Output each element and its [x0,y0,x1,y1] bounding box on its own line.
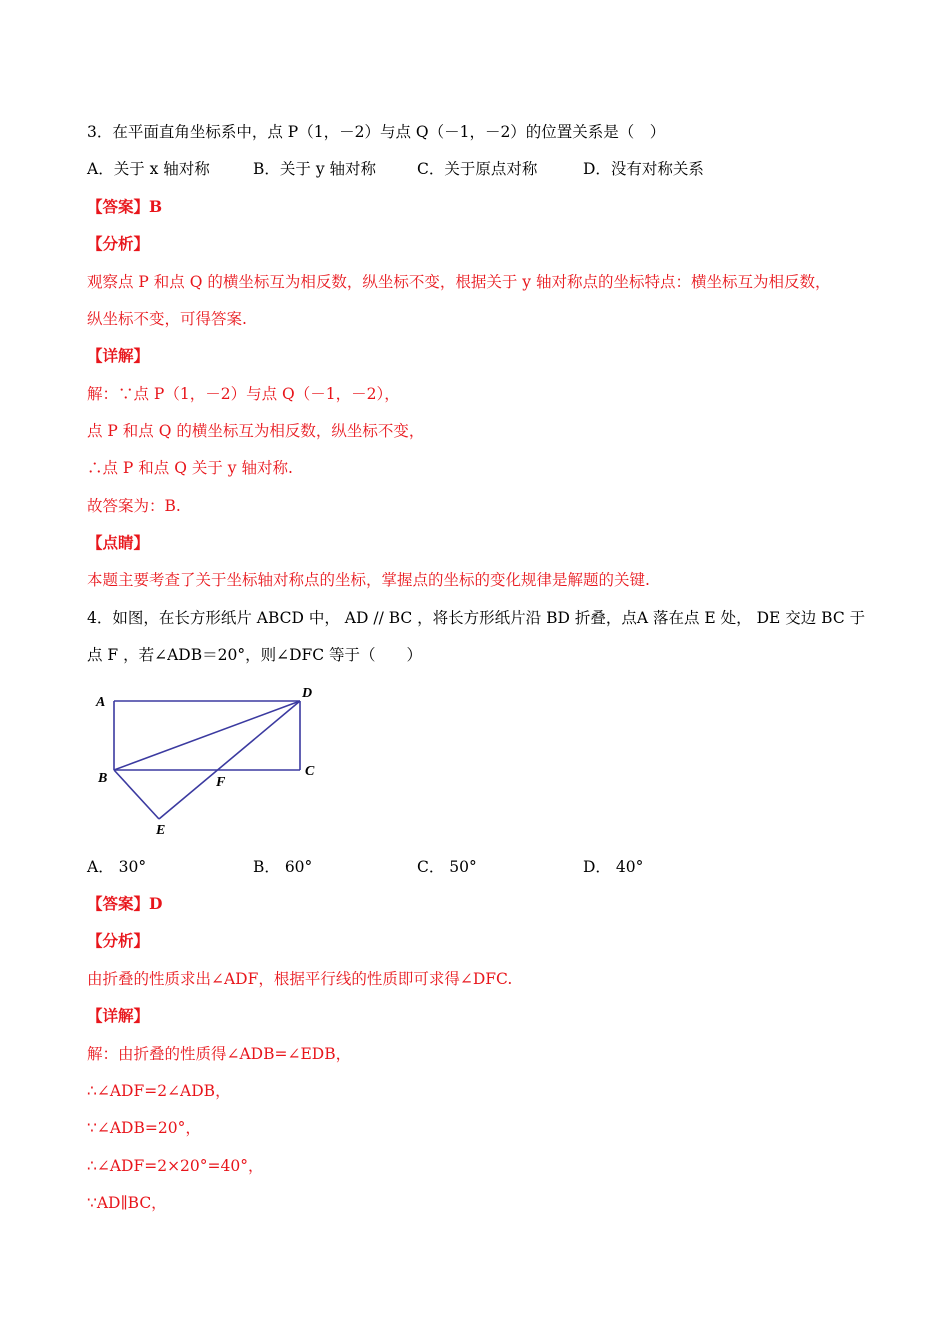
q3-comment-heading: 【点睛】 [87,533,150,552]
segment-be [114,770,159,819]
label-c: C [305,764,315,779]
q4-detail-line-1: 解：由折叠的性质得∠ADB=∠EDB， [87,1045,352,1063]
q3-answer: 【答案】B [87,197,163,216]
q4-analysis: 由折叠的性质求出∠ADF，根据平行线的性质即可求得∠DFC. [87,970,513,988]
label-e: E [156,823,166,838]
q4-detail-line-2: ∴∠ADF=2∠ADB， [87,1082,231,1100]
label-b: B [98,771,108,786]
q3-option-a: A．关于 x 轴对称 [87,160,210,178]
q3-detail-heading: 【详解】 [87,346,150,365]
q4-option-d: D． 40° [583,858,644,876]
q3-analysis-line-2: 纵坐标不变，可得答案. [87,310,247,328]
q3-detail-line-3: ∴点 P 和点 Q 关于 y 轴对称. [87,459,293,477]
q4-stem-line-1: 4．如图，在长方形纸片 ABCD 中， AD // BC ，将长方形纸片沿 BD 折叠，点A 落在点 E 处， DE 交边 BC 于 [87,609,866,627]
q3-option-b: B．关于 y 轴对称 [253,160,377,178]
q4-answer: 【答案】D [87,894,163,913]
label-a: A [96,695,106,710]
q3-option-d: D．没有对称关系 [583,160,704,178]
q4-analysis-heading: 【分析】 [87,931,150,950]
q3-comment: 本题主要考查了关于坐标轴对称点的坐标，掌握点的坐标的变化规律是解题的关键. [87,571,650,589]
label-d: D [302,686,313,701]
q4-option-c: C． 50° [417,858,477,876]
segment-de [159,701,300,819]
q3-stem: 3．在平面直角坐标系中，点 P（1，－2）与点 Q（－1，－2）的位置关系是（ ） [87,123,666,141]
rectangle-fold-figure [90,682,330,842]
q4-detail-heading: 【详解】 [87,1006,150,1025]
q3-detail-line-4: 故答案为：B. [87,497,181,515]
q4-detail-line-4: ∴∠ADF=2×20°=40°， [87,1157,264,1175]
q3-analysis-heading: 【分析】 [87,234,150,253]
q4-option-a: A． 30° [87,858,147,876]
q3-detail-line-2: 点 P 和点 Q 的横坐标互为相反数，纵坐标不变， [87,422,425,440]
segment-bd [114,701,300,770]
q3-detail-line-1: 解：∵点 P（1，－2）与点 Q（－1，－2）， [87,385,400,403]
q4-detail-line-5: ∵AD∥BC， [87,1194,167,1212]
q4-detail-line-3: ∵∠ADB=20°， [87,1119,201,1137]
label-f: F [216,775,226,790]
q4-stem-line-2: 点 F ，若∠ADB＝20°，则∠DFC 等于（ ） [87,646,423,664]
q3-analysis-line-1: 观察点 P 和点 Q 的横坐标互为相反数，纵坐标不变，根据关于 y 轴对称点的坐标特点：横坐标互为相反数， [87,273,831,291]
q4-option-b: B． 60° [253,858,313,876]
q3-option-c: C．关于原点对称 [417,160,538,178]
